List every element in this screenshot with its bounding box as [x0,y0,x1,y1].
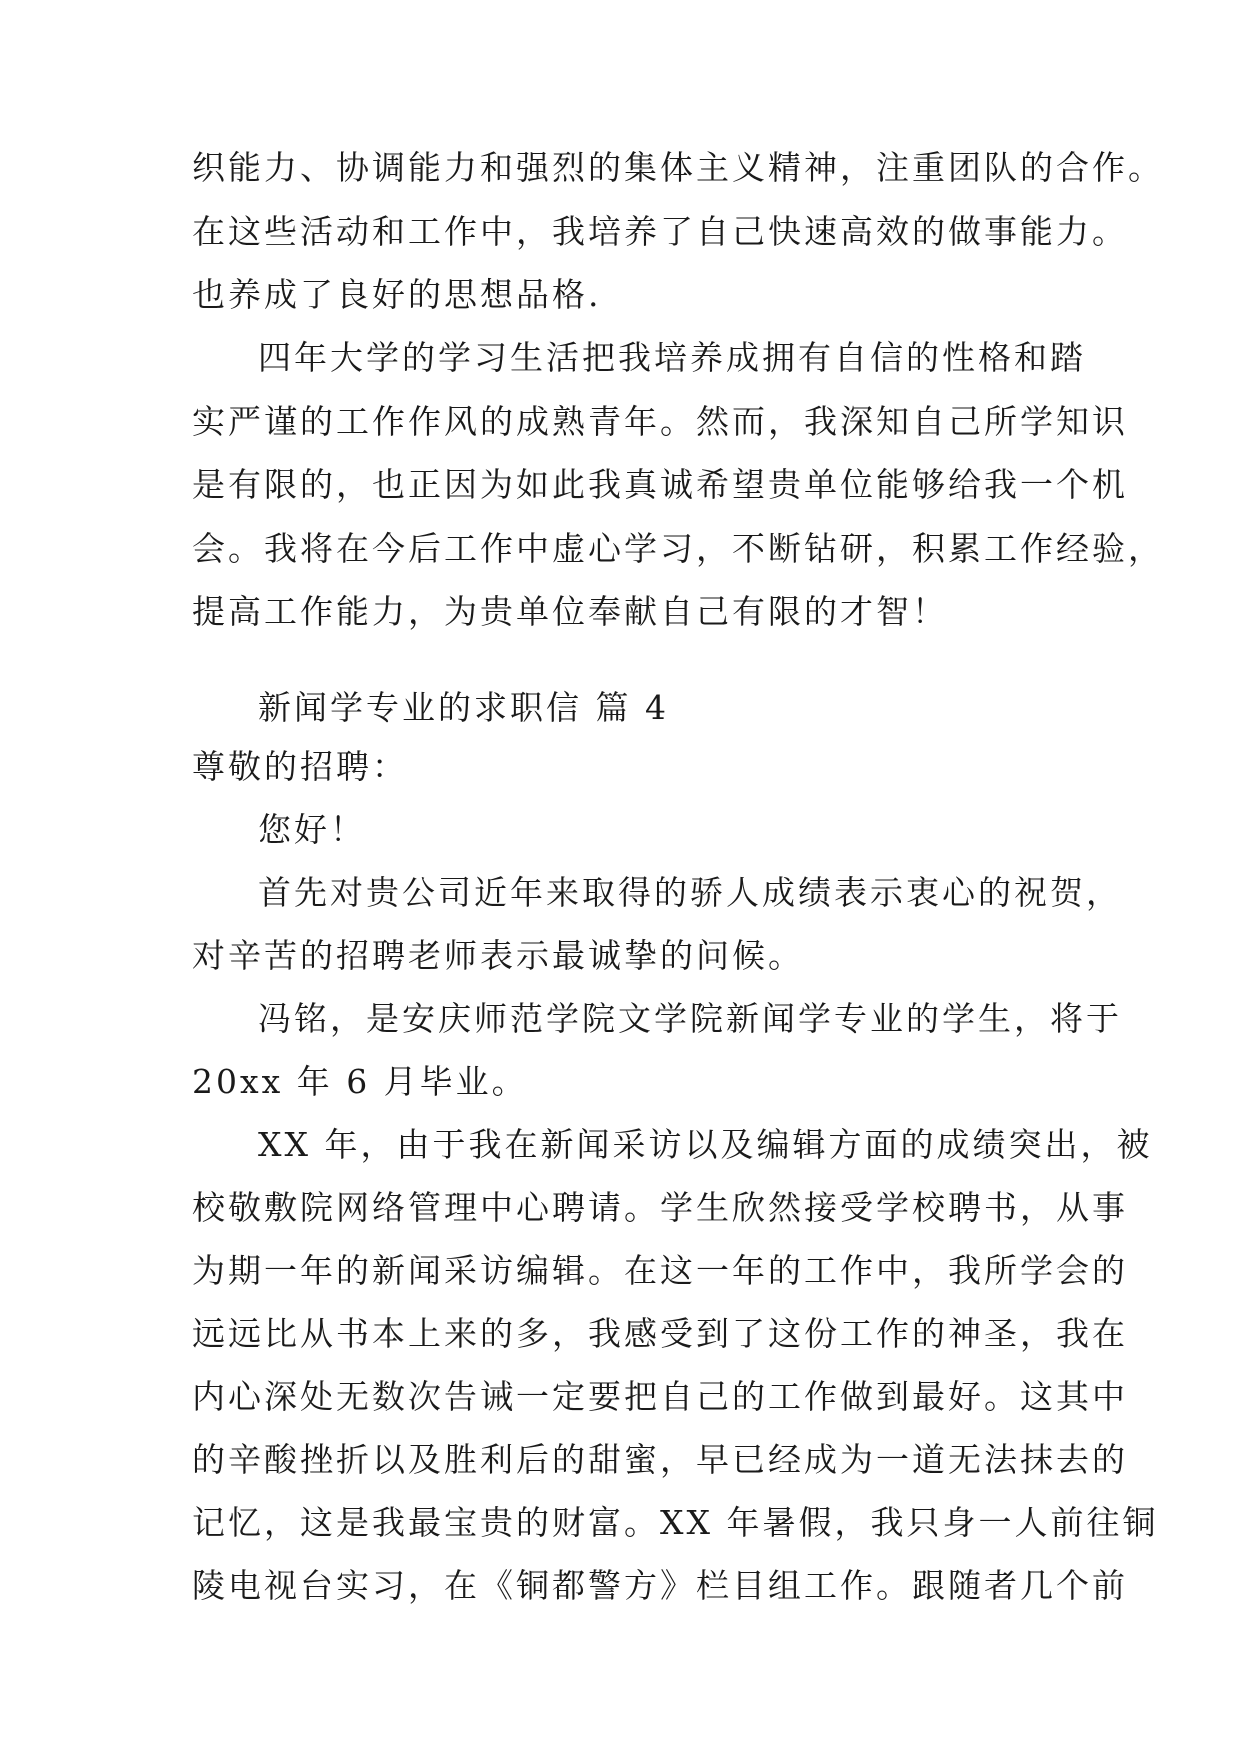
paragraph-line: 也养成了良好的思想品格. [192,275,602,314]
paragraph-line: 为期一年的新闻采访编辑。在这一年的工作中，我所学会的 [192,1251,1128,1290]
paragraph-line: 20xx 年 6 月毕业。 [192,1062,528,1101]
paragraph-line: 对辛苦的招聘老师表示最诚挚的问候。 [192,936,804,975]
paragraph-line: 会。我将在今后工作中虚心学习，不断钻研，积累工作经验， [192,529,1164,568]
paragraph-line: 四年大学的学习生活把我培养成拥有自信的性格和踏 [258,338,1086,377]
paragraph-line: 记忆，这是我最宝贵的财富。XX 年暑假，我只身一人前往铜 [192,1503,1159,1542]
paragraph-line: 内心深处无数次告诫一定要把自己的工作做到最好。这其中 [192,1377,1128,1416]
paragraph-line: 在这些活动和工作中，我培养了自己快速高效的做事能力。 [192,212,1128,251]
paragraph-line: 首先对贵公司近年来取得的骄人成绩表示衷心的祝贺， [258,873,1122,912]
paragraph-line: 实严谨的工作作风的成熟青年。然而，我深知自己所学知识 [192,402,1128,441]
paragraph-line: 提高工作能力，为贵单位奉献自己有限的才智！ [192,592,948,631]
paragraph-line: 的辛酸挫折以及胜利后的甜蜜，早已经成为一道无法抹去的 [192,1440,1128,1479]
paragraph-line: XX 年，由于我在新闻采访以及编辑方面的成绩突出，被 [258,1125,1153,1164]
section-heading: 新闻学专业的求职信 篇 4 [258,688,669,727]
greeting: 您好！ [258,810,366,849]
paragraph-line: 织能力、协调能力和强烈的集体主义精神，注重团队的合作。 [192,148,1164,187]
paragraph-line: 远远比从书本上来的多，我感受到了这份工作的神圣，我在 [192,1314,1128,1353]
paragraph-line: 冯铭，是安庆师范学院文学院新闻学专业的学生，将于 [258,999,1122,1038]
paragraph-line: 是有限的，也正因为如此我真诚希望贵单位能够给我一个机 [192,465,1128,504]
salutation: 尊敬的招聘： [192,747,408,786]
paragraph-line: 校敬敷院网络管理中心聘请。学生欣然接受学校聘书，从事 [192,1188,1128,1227]
paragraph-line: 陵电视台实习，在《铜都警方》栏目组工作。跟随者几个前 [192,1566,1128,1605]
